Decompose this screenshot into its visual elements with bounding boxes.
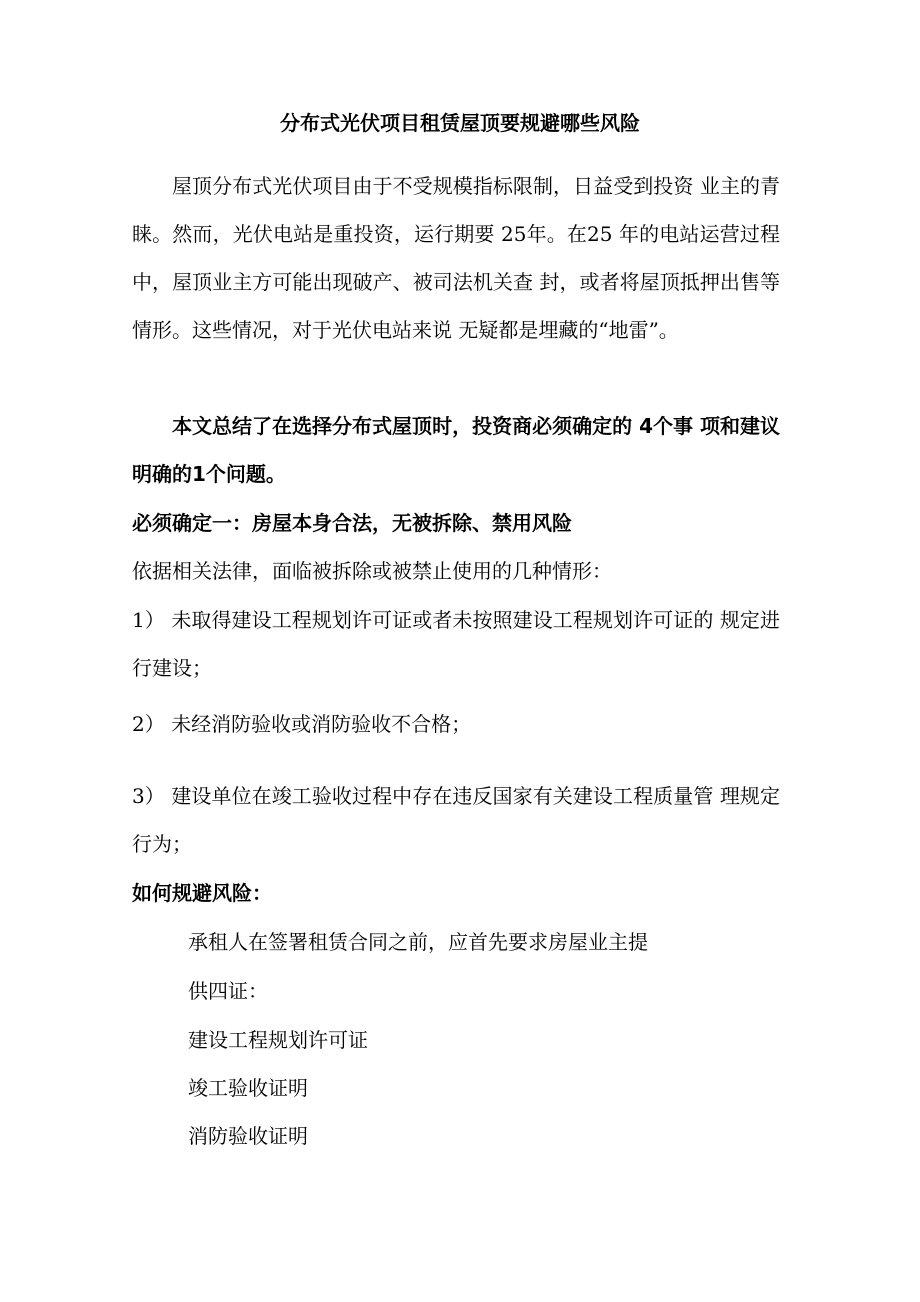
intro-paragraph: 屋顶分布式光伏项目由于不受规模指标限制，日益受到投资 业主的青睐。然而，光伏电站是重投资，运行期要 25年。在25 年的电站运营过程中，屋顶业主方可能出现破产、被司法机关查 封，或者将屋顶抵押出售等情形。这些情况，对于光伏电站来说 无疑都是埋藏的“地雷”。 [132, 174, 780, 342]
list-item: 1） 未取得建设工程规划许可证或者未按照建设工程规划许可证的 规定进行建设； [132, 608, 780, 680]
section1-lead: 依据相关法律，面临被拆除或被禁止使用的几种情形： [132, 559, 612, 583]
avoid-line: 供四证： [188, 979, 268, 1003]
avoid-line: 竣工验收证明 [188, 1076, 308, 1100]
document-title: 分布式光伏项目租赁屋顶要规避哪些风险 [280, 111, 640, 135]
avoid-line: 建设工程规划许可证 [188, 1028, 368, 1052]
avoid-heading: 如何规避风险： [132, 881, 272, 905]
avoid-line: 承租人在签署租赁合同之前，应首先要求房屋业主提 [188, 930, 648, 954]
list-item: 3） 建设单位在竣工验收过程中存在违反国家有关建设工程质量管 理规定行为； [132, 784, 780, 856]
summary-paragraph: 本文总结了在选择分布式屋顶时，投资商必须确定的 4个事 项和建议明确的1个问题。 [132, 414, 780, 486]
list-item: 2） 未经消防验收或消防验收不合格； [132, 712, 472, 736]
avoid-line: 消防验收证明 [188, 1124, 308, 1148]
section1-heading: 必须确定一：房屋本身合法，无被拆除、禁用风险 [132, 511, 572, 535]
